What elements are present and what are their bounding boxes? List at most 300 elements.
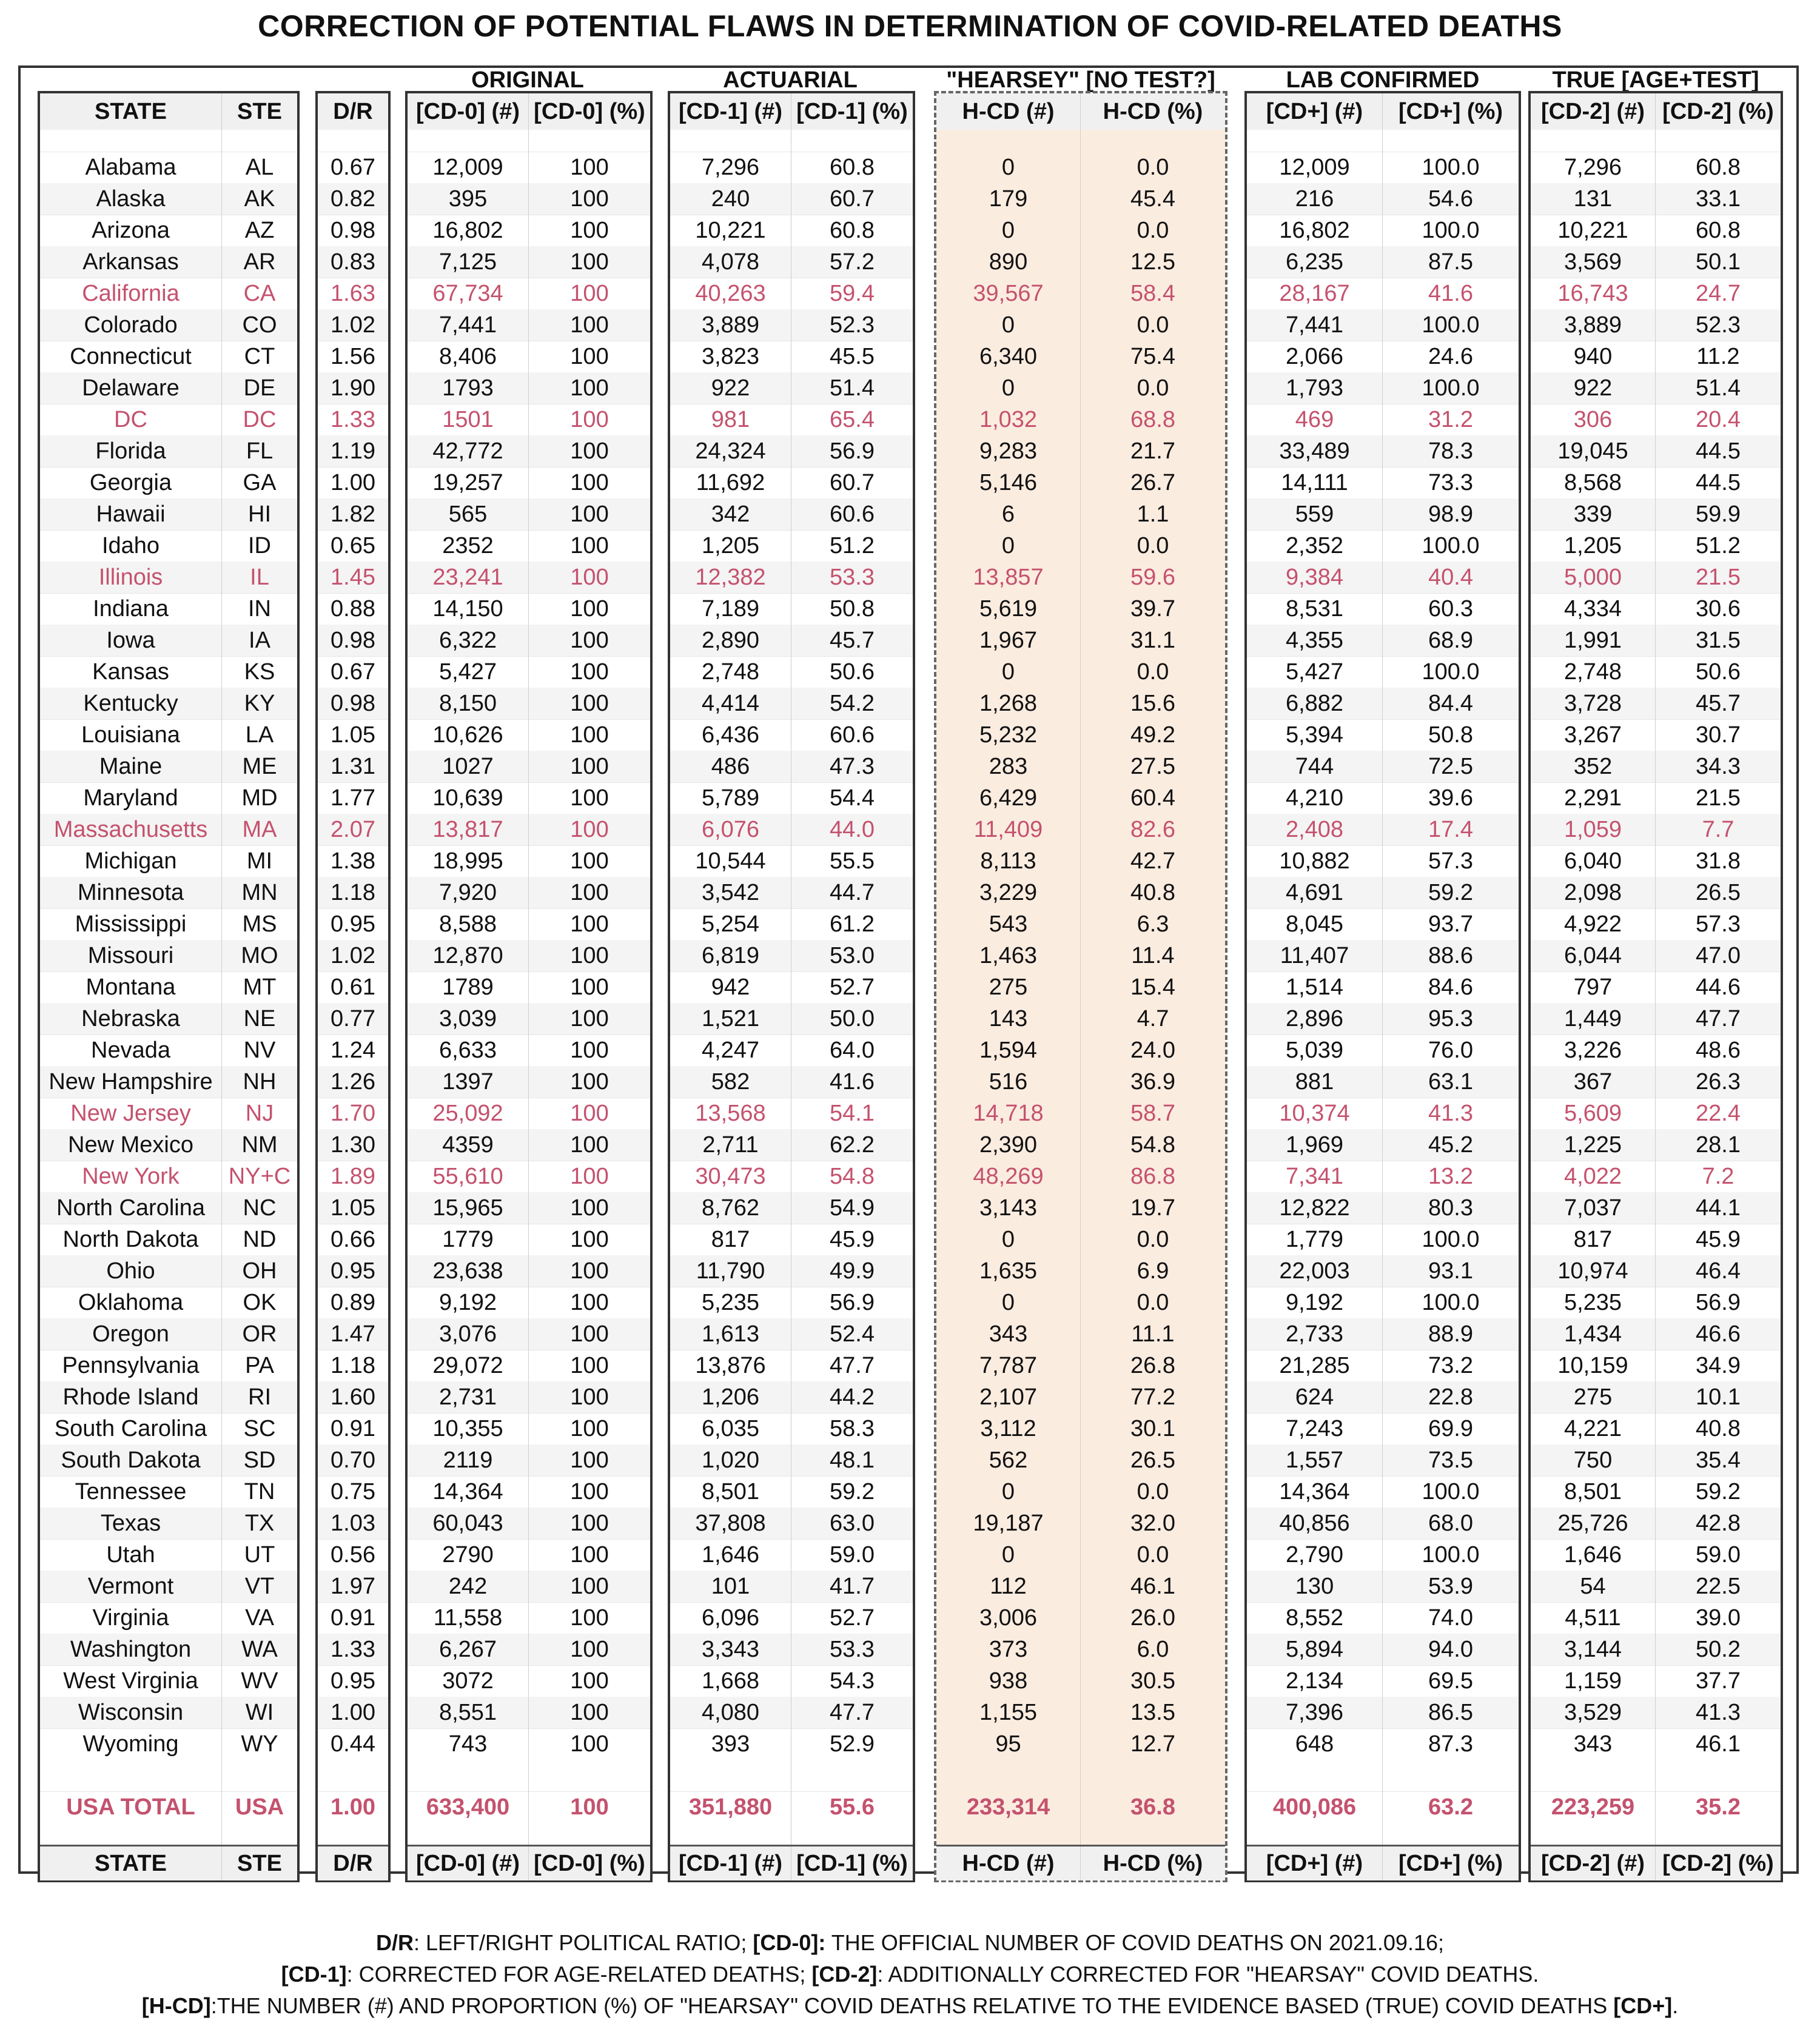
cell-cd1n: 10,544: [670, 845, 791, 877]
cell-dr: 0.91: [331, 1605, 375, 1631]
cell-cd2n: 8,568: [1531, 467, 1656, 498]
table-row: [1531, 341, 1781, 373]
table-row: [318, 845, 388, 877]
cell-hcdn: 3,229: [936, 877, 1081, 908]
cell-cdpn: 648: [1247, 1728, 1383, 1760]
table-row: [670, 814, 913, 846]
table-row: [40, 372, 297, 404]
cell-cd2p: 30.6: [1696, 595, 1741, 622]
empty-cell: [408, 130, 529, 152]
cell-cd1n: 2,890: [670, 625, 791, 656]
table-row: [670, 1035, 913, 1067]
table-row: [40, 1035, 297, 1067]
table-row: [408, 246, 650, 278]
table-row: [408, 1350, 650, 1382]
empty-cell: [408, 1760, 529, 1791]
table-row: [1531, 562, 1781, 594]
table-row: [408, 530, 650, 562]
cell-cd1n: 6,436: [670, 719, 791, 751]
table-row: [670, 971, 913, 1004]
cell-cd2n: 6,040: [1531, 845, 1656, 877]
table-row: [670, 1728, 913, 1760]
cell-dr: 0.67: [331, 154, 375, 180]
table-row: [936, 1539, 1225, 1571]
cell-hcdn: 143: [936, 1003, 1081, 1035]
footer-hcdp: H-CD (%): [1103, 1850, 1203, 1876]
cell-hcdn: 7,787: [936, 1350, 1081, 1381]
cell-dr: 1.03: [331, 1510, 375, 1536]
table-row: [1247, 435, 1519, 468]
cell-cdpp: 73.3: [1428, 469, 1473, 495]
cell-ste: MT: [243, 974, 277, 1000]
cell-hcdn: 0: [936, 1539, 1081, 1571]
cell-ste: CT: [244, 343, 275, 369]
total-cd0n: 633,400: [408, 1791, 529, 1823]
cell-state: Minnesota: [40, 877, 222, 908]
table-row: [40, 782, 297, 814]
table-row: [40, 940, 297, 972]
cell-state: South Carolina: [40, 1413, 222, 1444]
cell-cd0n: 6,633: [408, 1035, 529, 1066]
table-row: [408, 183, 650, 215]
cell-cd1n: 2,711: [670, 1129, 791, 1161]
total-ste: USA: [235, 1794, 284, 1820]
cell-cd0n: 23,241: [408, 562, 529, 593]
table-row: [1531, 1098, 1781, 1130]
cell-cdpp: 100.0: [1422, 1541, 1480, 1568]
group-actuarial: [668, 91, 915, 1882]
cell-cd0p: 100: [570, 659, 609, 685]
table-row: [670, 656, 913, 688]
cell-cd1n: 486: [670, 751, 791, 782]
table-row: [1531, 1634, 1781, 1666]
table-row: [408, 278, 650, 310]
cell-cdpn: 130: [1247, 1571, 1383, 1602]
cell-hcdn: 0: [936, 152, 1081, 183]
cell-cd0p: 100: [570, 501, 609, 527]
spacer-row: [40, 1823, 297, 1845]
table-row: [670, 1003, 913, 1035]
cell-hcdn: 6,429: [936, 782, 1081, 814]
cell-cd0p: 100: [570, 722, 609, 748]
table-row: [1531, 372, 1781, 404]
table-row: [40, 1697, 297, 1729]
table-row: [408, 1003, 650, 1035]
table-row: [1531, 1413, 1781, 1445]
table-row: [936, 940, 1225, 972]
table-row: [1531, 971, 1781, 1004]
cell-cdpp: 100.0: [1422, 217, 1480, 243]
total-row: [936, 1791, 1225, 1823]
cell-ste: OK: [243, 1289, 277, 1315]
table-row: [936, 751, 1225, 783]
table-row: [318, 625, 388, 657]
empty-cell: [1081, 130, 1225, 152]
cell-ste: KS: [244, 659, 275, 685]
cell-hcdp: 12.7: [1130, 1731, 1175, 1757]
table-row: [318, 656, 388, 688]
cell-cd0p: 100: [570, 974, 609, 1000]
cell-state: Wisconsin: [40, 1697, 222, 1728]
footnote-key: D/R: [375, 1930, 414, 1955]
table-row: [40, 1287, 297, 1319]
table-row: [408, 814, 650, 846]
cell-cd0n: 6,267: [408, 1634, 529, 1665]
table-row: [936, 1508, 1225, 1540]
cell-cd2n: 3,267: [1531, 719, 1656, 751]
table-row: [318, 1192, 388, 1224]
cell-ste: DC: [243, 406, 277, 432]
table-row: [408, 1066, 650, 1098]
cell-hcdp: 26.7: [1130, 469, 1175, 495]
cell-hcdp: 0.0: [1137, 154, 1169, 180]
cell-cdpp: 59.2: [1428, 879, 1473, 905]
cell-cd1n: 393: [670, 1728, 791, 1760]
cell-hcdn: 0: [936, 215, 1081, 246]
table-row: [670, 215, 913, 247]
table-row: [1247, 152, 1519, 184]
table-row: [670, 1665, 913, 1697]
table-row: [408, 908, 650, 941]
cell-cd2p: 50.6: [1696, 659, 1741, 685]
cell-cd2n: 25,726: [1531, 1508, 1656, 1539]
cell-cd0p: 100: [570, 154, 609, 180]
table-row: [318, 1003, 388, 1035]
empty-cell: [1247, 1760, 1383, 1791]
table-row: [318, 309, 388, 341]
cell-cd1p: 55.5: [830, 848, 875, 874]
header-cd0p: [CD-0] (%): [534, 98, 645, 124]
cell-cd2n: 940: [1531, 341, 1656, 372]
cell-cdpn: 11,407: [1247, 940, 1383, 971]
cell-cd2p: 37.7: [1696, 1668, 1741, 1694]
table-row: [318, 1602, 388, 1634]
cell-ste: VT: [244, 1573, 275, 1599]
cell-cd1n: 8,762: [670, 1192, 791, 1224]
table-row: [40, 1508, 297, 1540]
table-row: [936, 1224, 1225, 1256]
empty-cell: [40, 1760, 222, 1791]
cell-state: Wyoming: [40, 1728, 222, 1760]
cell-cd2p: 22.4: [1696, 1100, 1741, 1126]
spacer-row: [1531, 130, 1781, 152]
cell-hcdp: 1.1: [1137, 501, 1169, 527]
cell-state: North Dakota: [40, 1224, 222, 1255]
cell-ste: VA: [245, 1605, 274, 1631]
table-row: [408, 656, 650, 688]
table-row: [318, 1224, 388, 1256]
cell-cd2n: 275: [1531, 1381, 1656, 1413]
table-row: [318, 1697, 388, 1729]
cell-cd1n: 3,823: [670, 341, 791, 372]
table-row: [1531, 1224, 1781, 1256]
cell-cdpn: 28,167: [1247, 278, 1383, 309]
cell-cdpn: 216: [1247, 183, 1383, 215]
table-row: [670, 845, 913, 877]
cell-cd1p: 56.9: [830, 438, 875, 464]
table-row: [40, 1381, 297, 1414]
cell-cdpn: 4,691: [1247, 877, 1383, 908]
footer-cdpn: [CD+] (#): [1247, 1847, 1383, 1880]
cell-cd0p: 100: [570, 1037, 609, 1063]
table-row: [318, 1066, 388, 1098]
cell-cdpn: 2,134: [1247, 1665, 1383, 1697]
cell-cdpn: 12,009: [1247, 152, 1383, 183]
table-row: [1247, 1634, 1519, 1666]
cell-hcdn: 2,390: [936, 1129, 1081, 1161]
cell-ste: TX: [244, 1510, 275, 1536]
cell-cd1n: 5,789: [670, 782, 791, 814]
cell-cd1n: 817: [670, 1224, 791, 1255]
cell-cdpn: 1,514: [1247, 971, 1383, 1003]
table-row: [1531, 719, 1781, 751]
cell-cdpp: 69.9: [1428, 1415, 1473, 1441]
cell-state: Oregon: [40, 1318, 222, 1350]
cell-dr: 1.26: [331, 1068, 375, 1095]
cell-hcdp: 58.7: [1130, 1100, 1175, 1126]
table-row: [1531, 940, 1781, 972]
cell-cd2p: 47.0: [1696, 942, 1741, 968]
table-row: [670, 1444, 913, 1477]
cell-cdpn: 9,192: [1247, 1287, 1383, 1318]
cell-state: Connecticut: [40, 341, 222, 372]
table-row: [408, 971, 650, 1004]
table-row: [40, 1318, 297, 1350]
cell-cd2p: 51.4: [1696, 375, 1741, 401]
cell-cd0n: 6,322: [408, 625, 529, 656]
empty-cell: [40, 130, 222, 152]
table-row: [1531, 1728, 1781, 1760]
table-row: [408, 625, 650, 657]
table-row: [1247, 1444, 1519, 1477]
table-row: [408, 1287, 650, 1319]
cell-hcdp: 4.7: [1137, 1005, 1169, 1031]
cell-cd1p: 59.0: [830, 1541, 875, 1568]
cell-ste: SC: [243, 1415, 276, 1441]
table-row: [40, 309, 297, 341]
cell-ste: WV: [241, 1668, 278, 1694]
cell-ste: WA: [241, 1636, 278, 1662]
cell-cd2p: 44.5: [1696, 438, 1741, 464]
table-row: [1531, 688, 1781, 720]
cell-cdpp: 88.9: [1428, 1321, 1473, 1347]
table-row: [1247, 782, 1519, 814]
table-row: [40, 1444, 297, 1477]
table-row: [318, 1287, 388, 1319]
cell-cd1p: 45.9: [830, 1226, 875, 1252]
cell-cd1n: 37,808: [670, 1508, 791, 1539]
table-row: [318, 1634, 388, 1666]
table-row: [936, 625, 1225, 657]
table-row: [40, 246, 297, 278]
cell-cd0n: 565: [408, 498, 529, 530]
table-row: [40, 1665, 297, 1697]
cell-cd2n: 922: [1531, 372, 1656, 404]
spacer-row: [670, 1760, 913, 1792]
table-row: [670, 1413, 913, 1445]
table-row: [40, 183, 297, 215]
cell-hcdn: 48,269: [936, 1161, 1081, 1192]
footer-cd2p: [CD-2] (%): [1662, 1850, 1774, 1876]
group-hearsay: [934, 91, 1227, 1882]
cell-hcdn: 14,718: [936, 1098, 1081, 1129]
table-row: [1247, 877, 1519, 909]
footnotes: [0, 1927, 1820, 2022]
cell-cd2n: 4,221: [1531, 1413, 1656, 1444]
table-row: [318, 372, 388, 404]
cell-cd0p: 100: [570, 1605, 609, 1631]
cell-cd1p: 54.3: [830, 1668, 875, 1694]
cell-hcdp: 54.8: [1130, 1132, 1175, 1158]
empty-cell: [529, 1823, 650, 1845]
spacer-row: [318, 1760, 388, 1792]
cell-hcdn: 0: [936, 372, 1081, 404]
table-row: [1531, 1571, 1781, 1603]
cell-cd2p: 60.8: [1696, 217, 1741, 243]
cell-dr: 0.67: [331, 659, 375, 685]
cell-dr: 0.89: [331, 1289, 375, 1315]
cell-cd1n: 6,076: [670, 814, 791, 845]
cell-hcdp: 49.2: [1130, 722, 1175, 748]
cell-cd0n: 1027: [408, 751, 529, 782]
cell-hcdn: 3,006: [936, 1602, 1081, 1634]
cell-cdpn: 14,111: [1247, 467, 1383, 498]
cell-state: Nevada: [40, 1035, 222, 1066]
cell-cd1p: 59.4: [830, 280, 875, 306]
cell-dr: 0.44: [331, 1731, 375, 1757]
cell-ste: ND: [243, 1226, 277, 1252]
table-row: [936, 530, 1225, 562]
cell-cd1n: 11,790: [670, 1255, 791, 1287]
table-row: [318, 152, 388, 184]
spacer-row: [1247, 1823, 1519, 1845]
spacer-row: [670, 1823, 913, 1845]
table-row: [1247, 1697, 1519, 1729]
empty-cell: [1531, 130, 1656, 152]
cell-hcdn: 6,340: [936, 341, 1081, 372]
cell-state: Colorado: [40, 309, 222, 341]
cell-dr: 1.31: [331, 753, 375, 779]
spacer-row: [318, 130, 388, 152]
table-row: [318, 1098, 388, 1130]
cell-cd0p: 100: [570, 848, 609, 874]
group-label-original: ORIGINAL: [471, 67, 584, 93]
table-row: [40, 908, 297, 941]
table-row: [408, 341, 650, 373]
cell-ste: MO: [241, 942, 278, 968]
cell-dr: 0.95: [331, 1258, 375, 1284]
cell-state: Hawaii: [40, 498, 222, 530]
table-row: [40, 1602, 297, 1634]
cell-cd0p: 100: [570, 942, 609, 968]
table-row: [408, 1476, 650, 1508]
table-row: [670, 1192, 913, 1224]
cell-cd2p: 28.1: [1696, 1132, 1741, 1158]
cell-cd2n: 131: [1531, 183, 1656, 215]
group-label-true: TRUE [AGE+TEST]: [1552, 67, 1759, 93]
cell-cd2p: 31.8: [1696, 848, 1741, 874]
table-row: [936, 1602, 1225, 1634]
cell-dr: 1.18: [331, 1352, 375, 1378]
cell-dr: 0.88: [331, 595, 375, 622]
cell-cd2p: 44.1: [1696, 1195, 1741, 1221]
cell-state: California: [40, 278, 222, 309]
table-row: [1247, 562, 1519, 594]
empty-cell: [936, 1823, 1081, 1845]
cell-cdpp: 86.5: [1428, 1699, 1473, 1725]
total-hcdp: 36.8: [1130, 1794, 1175, 1820]
table-row: [1247, 372, 1519, 404]
table-row: [318, 751, 388, 783]
table-row: [318, 1476, 388, 1508]
cell-state: Arkansas: [40, 246, 222, 278]
table-row: [670, 1508, 913, 1540]
table-row: [670, 1287, 913, 1319]
cell-cd2n: 5,235: [1531, 1287, 1656, 1318]
empty-cell: [1656, 1823, 1781, 1845]
table-row: [40, 814, 297, 846]
cell-hcdp: 40.8: [1130, 879, 1175, 905]
cell-cd1p: 52.4: [830, 1321, 875, 1347]
total-cdpp: 63.2: [1428, 1794, 1473, 1820]
cell-cd0n: 12,009: [408, 152, 529, 183]
cell-cdpn: 624: [1247, 1381, 1383, 1413]
cell-cd0p: 100: [570, 1541, 609, 1568]
cell-cd1p: 51.2: [830, 532, 875, 558]
table-row: [670, 404, 913, 436]
table-row: [670, 341, 913, 373]
cell-cd1n: 11,692: [670, 467, 791, 498]
table-row: [936, 593, 1225, 625]
table-row: [1531, 751, 1781, 783]
empty-cell: [222, 1760, 297, 1791]
table-row: [408, 1318, 650, 1350]
cell-cd1p: 48.1: [830, 1447, 875, 1473]
cell-hcdn: 5,146: [936, 467, 1081, 498]
table-row: [40, 1161, 297, 1193]
cell-dr: 1.60: [331, 1384, 375, 1410]
cell-cdpp: 100.0: [1422, 154, 1480, 180]
table-row: [936, 183, 1225, 215]
cell-cd2p: 50.1: [1696, 249, 1741, 275]
cell-cd1n: 4,247: [670, 1035, 791, 1066]
cell-cd0p: 100: [570, 1289, 609, 1315]
footer-cd1n: [CD-1] (#): [670, 1847, 791, 1880]
footer-header-row: [408, 1845, 650, 1880]
table-row: [1531, 593, 1781, 625]
cell-cd2n: 5,609: [1531, 1098, 1656, 1129]
cell-cdpn: 5,394: [1247, 719, 1383, 751]
cell-state: Pennsylvania: [40, 1350, 222, 1381]
cell-cdpn: 8,045: [1247, 908, 1383, 940]
cell-cd1p: 60.6: [830, 722, 875, 748]
table-row: [40, 971, 297, 1004]
cell-ste: PA: [245, 1352, 274, 1378]
cell-ste: IL: [250, 564, 269, 590]
table-row: [670, 751, 913, 783]
cell-cd1n: 582: [670, 1066, 791, 1098]
cell-cd2p: 60.8: [1696, 154, 1741, 180]
cell-cd2p: 10.1: [1696, 1384, 1741, 1410]
footer-cd1p: [CD-1] (%): [796, 1850, 908, 1876]
table-row: [318, 530, 388, 562]
cell-cdpn: 881: [1247, 1066, 1383, 1098]
cell-state: South Dakota: [40, 1444, 222, 1476]
cell-cd2p: 33.1: [1696, 186, 1741, 212]
table-row: [408, 1697, 650, 1729]
cell-hcdp: 60.4: [1130, 785, 1175, 811]
table-row: [40, 656, 297, 688]
